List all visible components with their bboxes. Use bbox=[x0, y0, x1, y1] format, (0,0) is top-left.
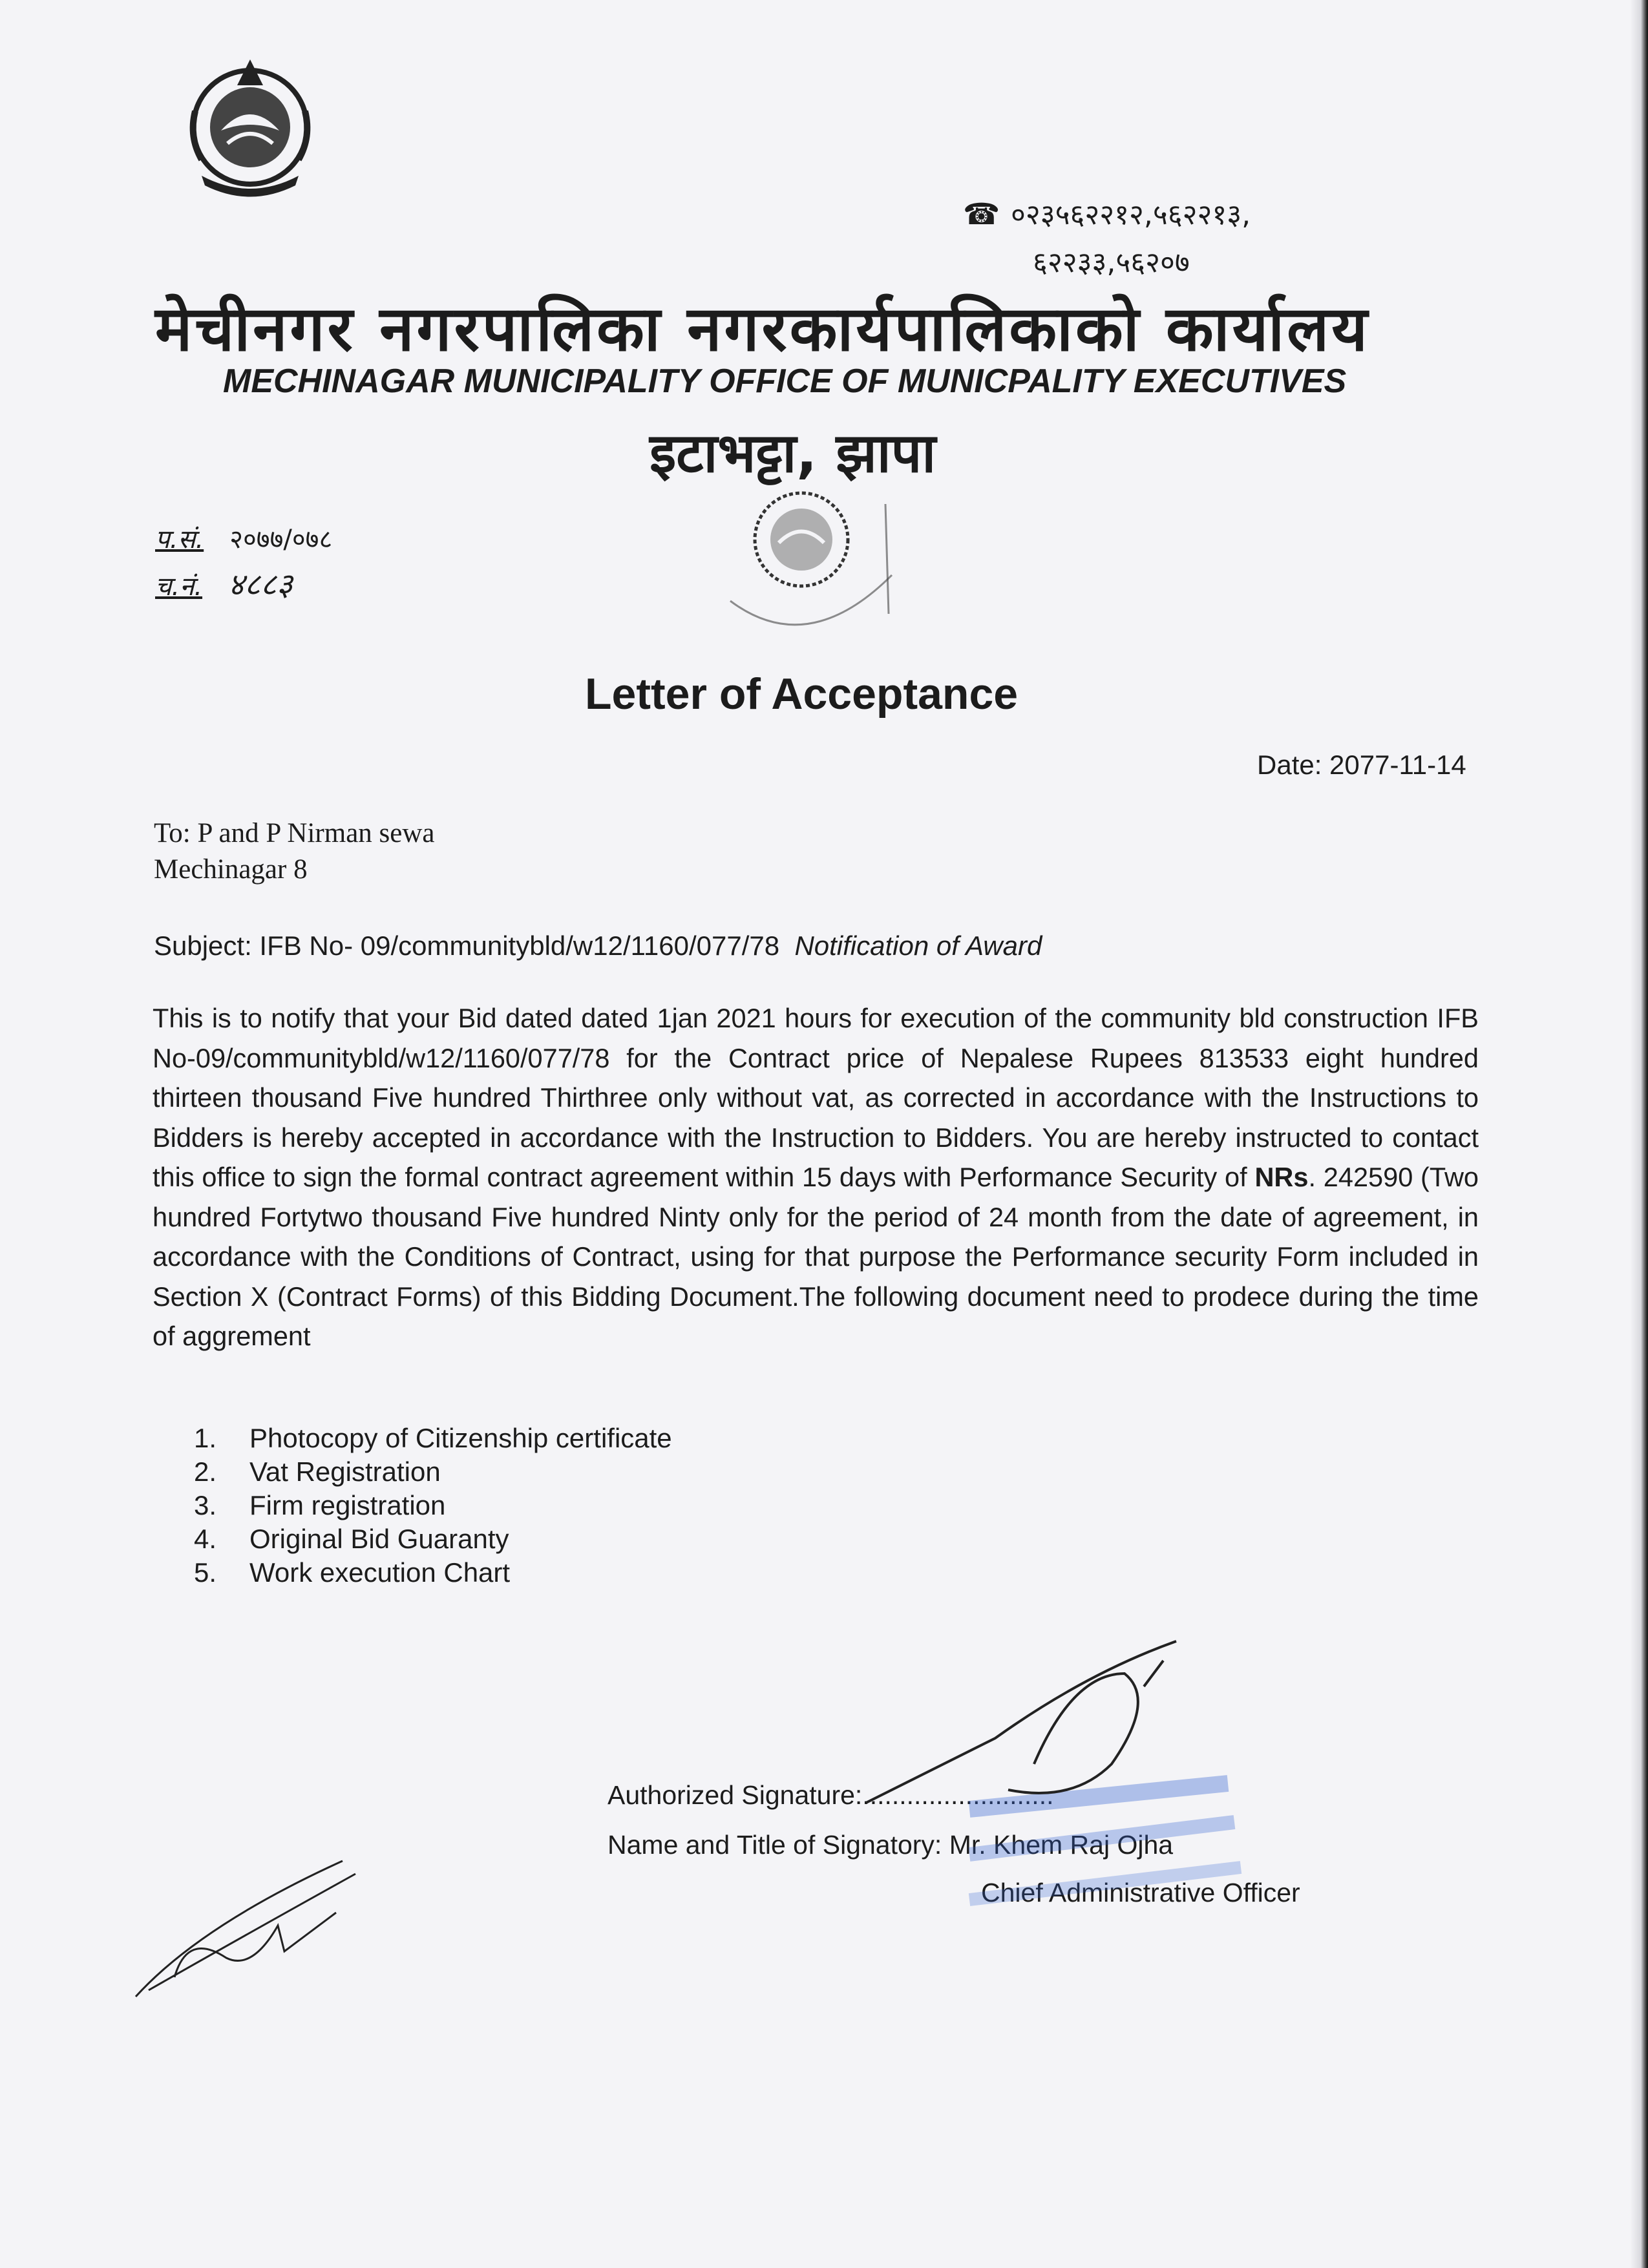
list-item-number: 4. bbox=[194, 1524, 217, 1554]
cn-value: ४८८३ bbox=[228, 567, 293, 603]
list-item-number: 2. bbox=[194, 1456, 217, 1487]
ps-label: प.सं. bbox=[155, 525, 204, 554]
letter-title: Letter of Acceptance bbox=[585, 669, 1019, 719]
list-item bbox=[194, 1422, 672, 1455]
recipient-block bbox=[154, 815, 435, 888]
office-seal-icon bbox=[717, 478, 924, 691]
cn-label: च.नं. bbox=[155, 572, 203, 602]
phone-line-2: ६२२३३,५६२०७ bbox=[1033, 246, 1190, 279]
body-part-2: . 242590 (Two hundred Fortytwo thousand Five hundred Ninty only for the period of 24 month from the date of agreement, in accordance with the Conditions of Contract, using for that purpose the Performance security Form included in Section X (Contract Forms) of this Bidding Document.The following document need to prodece during the time of aggrement bbox=[153, 1162, 1479, 1351]
body-bold: NRs bbox=[1254, 1162, 1309, 1192]
list-item bbox=[194, 1556, 672, 1590]
signatory-designation: Chief Administrative Officer bbox=[981, 1878, 1300, 1907]
recipient-name: To: P and P Nirman sewa bbox=[154, 818, 435, 848]
list-item-number: 5. bbox=[194, 1557, 217, 1588]
subject-suffix: Notification of Award bbox=[794, 930, 1042, 961]
subject-line bbox=[154, 930, 1042, 961]
cn-row bbox=[155, 562, 332, 609]
scan-edge bbox=[1630, 0, 1648, 2268]
list-item-text: Firm registration bbox=[249, 1490, 446, 1520]
initial-signature-icon bbox=[123, 1835, 368, 2016]
list-item bbox=[194, 1522, 672, 1556]
list-item-number: 1. bbox=[194, 1423, 217, 1453]
nepal-emblem-icon bbox=[176, 47, 324, 202]
list-item-text: Vat Registration bbox=[249, 1456, 441, 1487]
office-location: इटाभट्टा, झापा bbox=[650, 421, 936, 485]
authorized-signature-label: Authorized Signature:.......................... bbox=[607, 1780, 1054, 1810]
recipient-address: Mechinagar 8 bbox=[154, 854, 308, 885]
signatory-name: Name and Title of Signatory: Mr. Khem Raj Ojha bbox=[607, 1830, 1174, 1860]
office-title-nepali: मेचीनगर नगरपालिका नगरकार्यपालिकाको कार्यालय bbox=[155, 293, 1370, 365]
phone-line-1: ०२३५६२२१२,५६२२१३, bbox=[1011, 198, 1251, 231]
letter-body bbox=[153, 998, 1479, 1356]
body-part-1: This is to notify that your Bid dated dated 1jan 2021 hours for execution of the community bld construction IFB No-09/communitybld/w12/1160/077/78 for the Contract price of Nepalese Rupees 813533 eight hundred thirteen thousand Five hundred Thirthree only without vat, as corrected in accordance with the Instructions to Bidders is hereby accepted in accordance with the Instruction to Bidders. You are hereby instructed to contact this office to sign the formal contract agreement within 15 days with Performance Security of bbox=[153, 1003, 1479, 1192]
list-item bbox=[194, 1455, 672, 1489]
ps-value: २०७७/०७८ bbox=[229, 525, 333, 554]
office-title-english: MECHINAGAR MUNICIPALITY OFFICE OF MUNICPALITY EXECUTIVES bbox=[223, 362, 1347, 400]
phone-numbers bbox=[963, 194, 1251, 233]
list-item-text: Original Bid Guaranty bbox=[249, 1524, 509, 1554]
ps-row bbox=[155, 517, 332, 562]
letter-date: Date: 2077-11-14 bbox=[1257, 750, 1466, 780]
reference-numbers bbox=[155, 517, 332, 609]
list-item-text: Photocopy of Citizenship certificate bbox=[249, 1423, 672, 1453]
subject-prefix: Subject: IFB No- 09/communitybld/w12/1160/077/78 bbox=[154, 930, 780, 961]
required-documents-list bbox=[194, 1422, 672, 1590]
telephone-icon: ☎ bbox=[963, 196, 1000, 231]
handwritten-signature-icon bbox=[840, 1635, 1202, 1829]
list-item bbox=[194, 1489, 672, 1522]
list-item-text: Work execution Chart bbox=[249, 1557, 511, 1588]
list-item-number: 3. bbox=[194, 1490, 217, 1520]
